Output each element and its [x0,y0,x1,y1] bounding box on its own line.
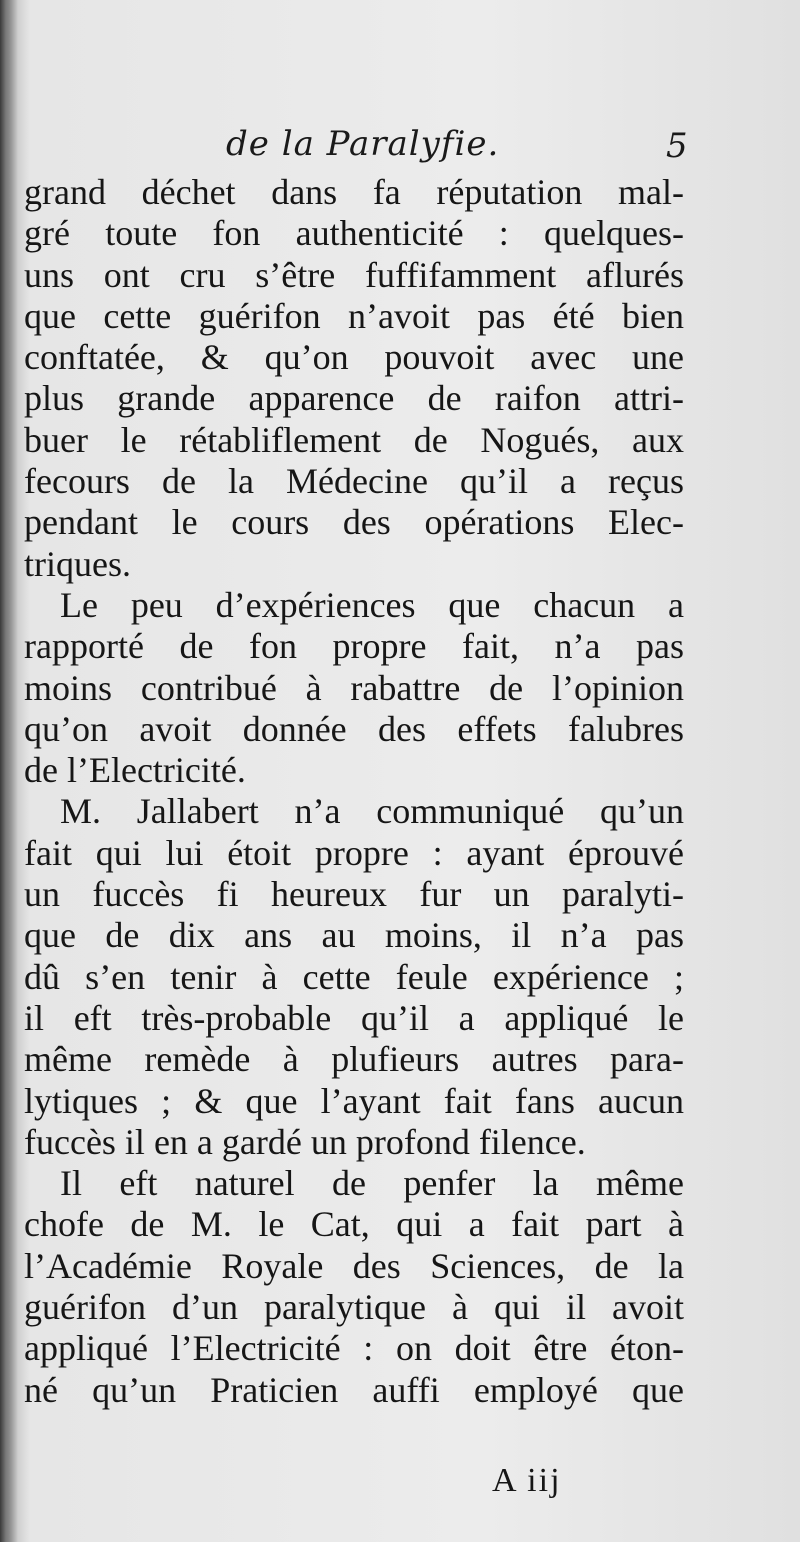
paragraph-first-line: M. Jallabert n’a communiqué qu’un [60,791,684,832]
text-line: rapporté de fon propre fait, n’a pas [24,626,684,667]
text-line: qu’on avoit donnée des effets falubres [24,708,684,749]
text-line: fuccès il en a gardé un profond filence. [24,1121,586,1162]
binding-shadow [0,0,18,1542]
text-line: triques. [24,543,131,584]
text-line: guérifon d’un paralytique à qui il avoit [24,1287,684,1328]
text-line: il eft très-probable qu’il a appliqué le [24,997,684,1038]
text-line: grand déchet dans fa réputation mal- [24,172,684,212]
text-line: même remède à plufieurs autres para- [24,1039,684,1080]
running-title: de la Paralyfie. [226,124,500,164]
body-text [24,172,684,1411]
text-line: moins contribué à rabattre de l’opinion [24,667,684,708]
page-number: 5 [666,126,688,166]
text-line: buer le rétabliflement de Nogués, aux [24,419,684,460]
text-line: lytiques ; & que l’ayant fait fans aucun [24,1080,684,1121]
text-line: né qu’un Praticien auffi employé que [24,1369,684,1410]
text-line: que de dix ans au moins, il n’a pas [24,915,684,956]
text-line: gré toute fon authenticité : quelques- [24,213,684,254]
text-line: un fuccès fi heureux fur un paralyti- [24,874,684,915]
text-line: l’Académie Royale des Sciences, de la [24,1245,684,1286]
text-line: pendant le cours des opérations Elec- [24,502,684,543]
text-line: que cette guérifon n’avoit pas été bien [24,295,684,336]
text-line: appliqué l’Electricité : on doit être éton- [24,1328,684,1369]
text-line: chofe de M. le Cat, qui a fait part à [24,1204,684,1245]
text-line: fait qui lui étoit propre : ayant éprouvé [24,832,684,873]
text-line: de l’Electricité. [24,750,246,791]
paragraph-first-line: Il eft naturel de penfer la même [60,1163,684,1204]
text-line: conftatée, & qu’on pouvoit avec une [24,337,684,378]
text-line: dû s’en tenir à cette feule expérience ; [24,956,684,997]
text-line: plus grande apparence de raifon attri- [24,378,684,419]
signature-mark: A iij [492,1462,562,1499]
text-line: uns ont cru s’être fuffifamment aflurés [24,254,684,295]
running-head [0,118,800,174]
text-line: fecours de la Médecine qu’il a reçus [24,461,684,502]
paragraph-first-line: Le peu d’expériences que chacun a [60,584,684,625]
